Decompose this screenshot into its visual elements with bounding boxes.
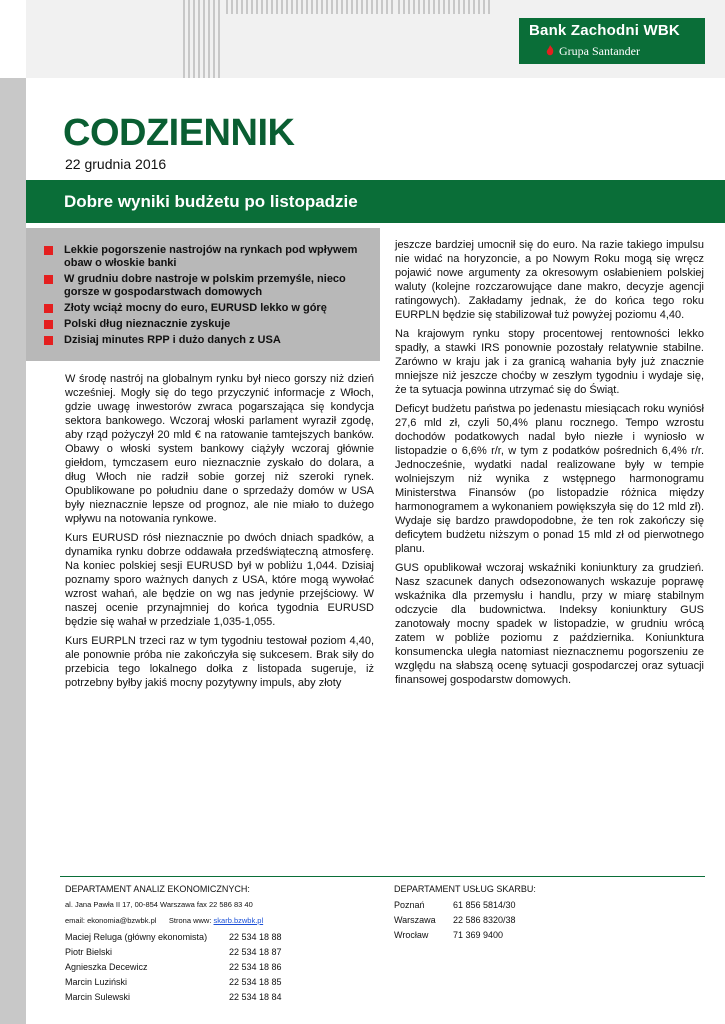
dept-heading: DEPARTAMENT ANALIZ EKONOMICZNYCH: [65,884,250,894]
contact-row: Agnieszka Decewicz 22 534 18 86 [65,962,282,972]
contact-row: Piotr Bielski 22 534 18 87 [65,947,282,957]
bullet-icon [44,336,53,345]
paragraph: jeszcze bardziej umocnił się do euro. Na razie takiego impulsu nie widać na horyzoncie, a po Nowym Roku mogą się wręcz pojawić nowe argumenty za okresowym osłabieniem polskiej waluty (kolejne rozczarowujące dane makro, decyzje agencji ratingowych). Zakładamy jednak, że do końca tego roku EURPLN będzie się stabilizował tuż powyżej poziomu 4,40. [395,239,704,321]
summary-item: Lekkie pogorszenie nastrojów na rynkach pod wpływem obaw o włoskie banki [44,244,374,270]
contact-row: Marcin Luziński 22 534 18 85 [65,977,282,987]
bullet-icon [44,275,53,284]
office-row: Wrocław 71 369 9400 [394,930,504,940]
paragraph: Deficyt budżetu państwa po jedenastu miesiącach roku wyniósł 27,6 mld zł, czyli 50,4% planu rocznego. Tempo wzrostu dochodów podatkowych nadal było niezłe i wyniosło w listopadzie o 6,6% r/r, w tym z podatków pośrednich 6,4% r/r. Jednocześnie, wydatki nadal realizowane były w tempie wolniejszym niż wynika z wstępnego harmonogramu Ministerstwa Finansów (po listopadzie różnica między harmonogramem a wykonaniem powiększyła się do 12 mld zł). Wydaje się bardzo prawdopodobne, że ten rok zakończy się deficytem budżetu niższym o ponad 15 mld zł od pierwotnego planu. [395,403,704,555]
summary-item: Złoty wciąż mocny do euro, EURUSD lekko w górę [44,302,374,315]
contact-row: Maciej Reluga (główny ekonomista) 22 534 18 88 [65,932,282,942]
headline-text: Dobre wyniki budżetu po listopadzie [64,192,358,211]
dept-contact-line [65,916,385,925]
dept-address: al. Jana Pawła II 17, 00-854 Warszawa fax 22 586 83 40 [65,900,253,909]
email-label: email: ekonomia@bzwbk.pl [65,916,157,925]
header-stripes [183,0,223,78]
site-label: Strona www: [168,916,212,925]
summary-item: Polski dług nieznacznie zyskuje [44,318,374,331]
bullet-icon [44,304,53,313]
bank-logo [519,18,705,64]
paragraph: Kurs EURPLN trzeci raz w tym tygodniu testował poziom 4,40, ale ponownie próba nie zakończyła się sukcesem. Brak siły do przebicia tego lokalnego dołka z listopada sugeruje, iż potrzebny byłby jakiś mocny pozytywny impuls, aby złoty [65,635,374,689]
paragraph: Kurs EURUSD rósł nieznacznie po dwóch dniach spadków, a dynamika rynku dobrze oddawała przedświąteczną atmosferę. Na koniec polskiej sesji EURUSD był w pobliżu 1,044. Dzisiaj poznamy sporo ważnych danych z USA, które mogą wywołać wzrost wahań, ale będzie on wg nas jedynie przejściowy. W naszej ocenie przynajmniej do końca tygodnia EURUSD będzie się wahał w przedziale 1,035-1,055. [65,532,374,628]
group-name: Grupa Santander [559,44,640,58]
paragraph: Na krajowym rynku stopy procentowej rentowności lekko spadły, a stawki IRS ponownie pozostały relatywnie stabilne. Zarówno w kraju jak i za granicą wahania były już znacznie mniejsze niż jeszcze choćby w zeszłym tygodniu i wydaje się, że ta sytuacja powinna utrzymać się do Świąt. [395,328,704,396]
footer-analysis-dept [65,884,385,1007]
flame-icon [545,45,555,57]
left-margin-strip [0,78,26,1024]
summary-box [26,228,380,361]
bullet-icon [44,246,53,255]
header-stripes [398,0,490,14]
footer-divider [60,876,705,877]
footer-treasury-dept [394,884,694,945]
contact-row: Marcin Sulewski 22 534 18 84 [65,992,282,1002]
page-title: CODZIENNIK [63,112,295,154]
headline-banner [26,180,725,223]
paragraph: W środę nastrój na globalnym rynku był nieco gorszy niż dzień wcześniej. Mogły się do tego przyczynić informacje z Włoch, gdzie uwagę inwestorów zwraca pogarszająca się kondycja sektora bankowego. Wczoraj włoski parlament wyraził zgodę, aby rząd pożyczył 20 mld € na ratowanie tamtejszych banków. Obawy o włoski system bankowy ciążyły wczoraj głównie giełdom, tymczasem euro nieznacznie zyskało do dolara, a dług Włoch nie radził sobie gorzej niż szeroki rynek. Opublikowane po południu dane o sprzedaży domów w USA były nieznacznie lepsze od prognoz, ale nie miało to dużego wpływu na notowania rynkowe. [65,373,374,525]
paragraph: GUS opublikował wczoraj wskaźniki koniunktury za grudzień. Nasz szacunek danych odsezonowanych wskazuje poprawę wskaźnika dla przemysłu i handlu, przy w miarę stabilnym odczycie dla budownictwa. Indeksy koniunktury GUS zanotowały mocny spadek w listopadzie, w grudniu wrócą zatem w pobliże poziomu z października. Koniunktura konsumencka uległa natomiast nieznacznemu pogorszeniu ze względu na słabszą ocenę sytuacji gospodarczej oraz sytuacji finansowej gospodarstw domowych. [395,562,704,686]
summary-item: Dzisiaj minutes RPP i dużo danych z USA [44,334,374,347]
header-stripes [226,0,396,14]
office-row: Poznań 61 856 5814/30 [394,900,516,910]
right-column [395,238,704,692]
office-row: Warszawa 22 586 8320/38 [394,915,516,925]
dept-heading: DEPARTAMENT USŁUG SKARBU: [394,884,536,894]
website-link[interactable]: skarb.bzwbk.pl [213,916,264,925]
bank-name: Bank Zachodni WBK [529,22,680,39]
left-column [65,372,374,695]
summary-item: W grudniu dobre nastroje w polskim przemyśle, nieco gorsze w gospodarstwach domowych [44,273,374,299]
summary-list [44,244,374,350]
publication-date: 22 grudnia 2016 [65,156,167,172]
bullet-icon [44,320,53,329]
